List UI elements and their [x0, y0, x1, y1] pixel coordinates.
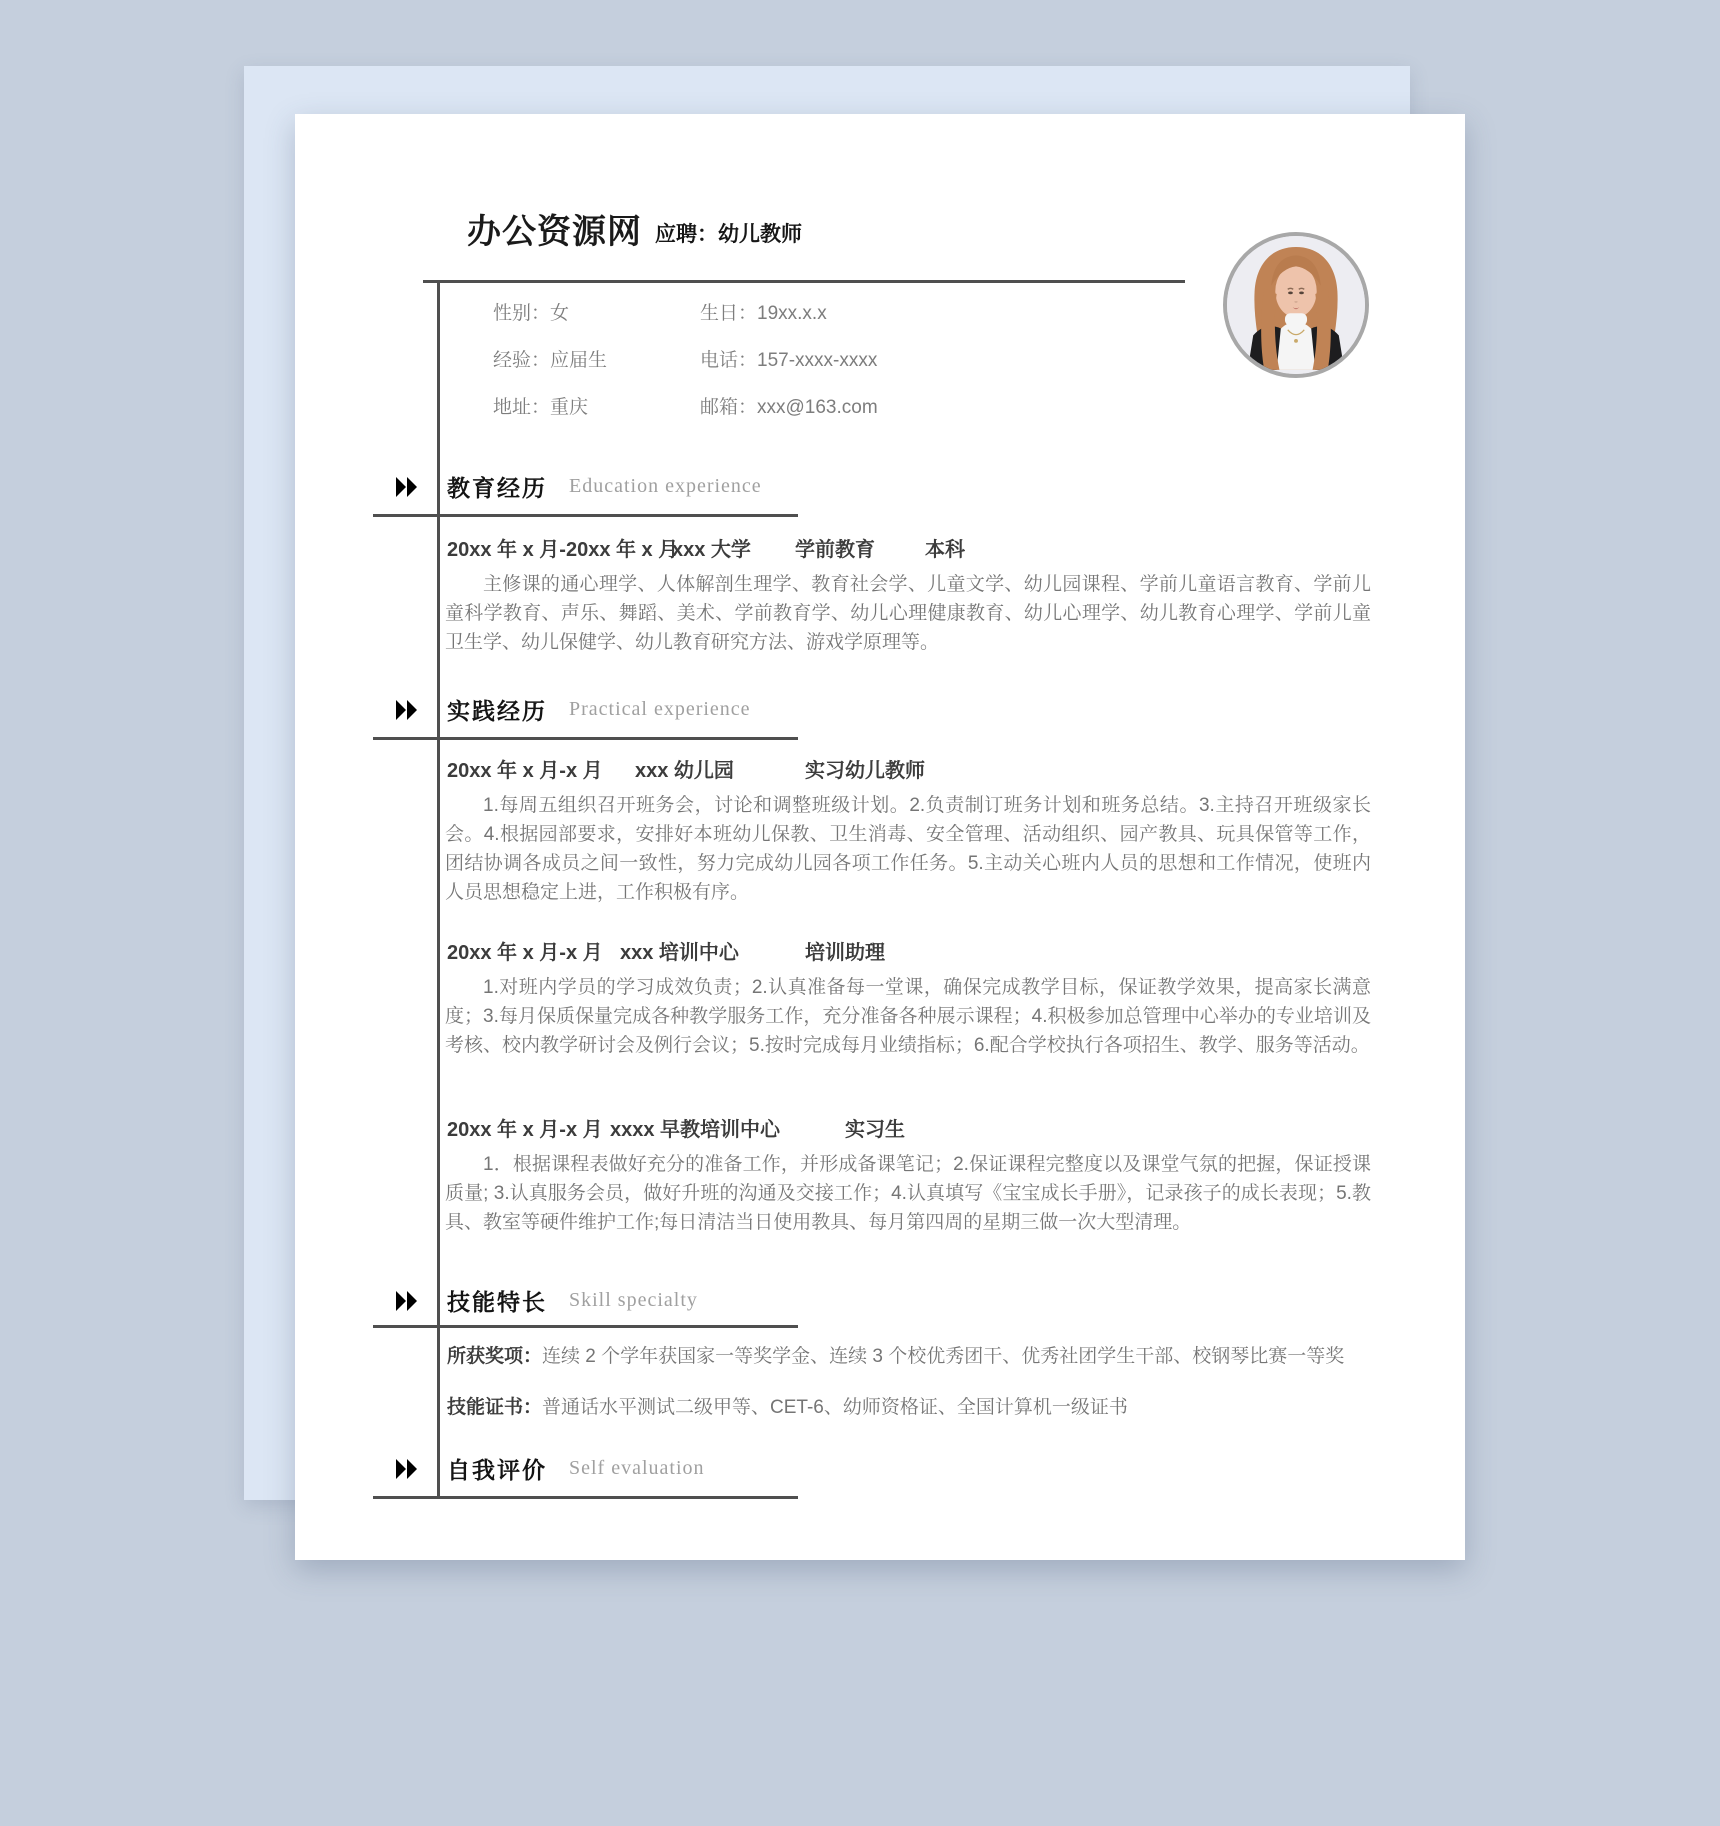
section-title-en: Skill specialty	[569, 1289, 698, 1311]
section-rule-education	[373, 514, 798, 517]
field-gender-value: 女	[550, 303, 570, 324]
field-phone	[700, 345, 877, 372]
section-header-skills	[396, 1284, 698, 1317]
field-birthday-value: 19xx.x.x	[757, 303, 827, 324]
field-experience	[493, 345, 607, 372]
practice-period: 20xx 年 x 月-x 月	[447, 942, 603, 964]
practice-org: xxx 培训中心	[620, 942, 739, 964]
education-description: 主修课的通心理学、人体解剖生理学、教育社会学、儿童文学、幼儿园课程、学前儿童语言教育、学前儿童科学教育、声乐、舞蹈、美术、学前教育学、幼儿心理健康教育、幼儿心理学、幼儿教育心理学、学前儿童卫生学、幼儿保健学、幼儿教育研究方法、游戏学原理等。	[445, 574, 1371, 653]
section-title-cn: 自我评价	[447, 1458, 547, 1483]
section-title-cn: 教育经历	[447, 476, 547, 501]
section-header-self-evaluation	[396, 1452, 705, 1485]
practice-role: 培训助理	[805, 942, 885, 964]
field-gender	[493, 298, 569, 325]
section-rule-practice	[373, 737, 798, 740]
education-school: xxx 大学	[672, 539, 751, 561]
field-phone-label: 电话：	[700, 350, 758, 371]
field-gender-label: 性别：	[493, 303, 551, 324]
section-title-cn: 技能特长	[447, 1290, 547, 1315]
field-email-label: 邮箱：	[700, 397, 758, 418]
field-address-value: 重庆	[550, 397, 589, 418]
awards-value: 连续 2 个学年获国家一等奖学金、连续 3 个校优秀团干、优秀社团学生干部、校钢琴比赛一等奖	[542, 1346, 1345, 1367]
section-rule-skills	[373, 1325, 798, 1328]
certificates-label: 技能证书：	[447, 1397, 543, 1418]
section-rule-self-evaluation	[373, 1496, 798, 1499]
field-address-label: 地址：	[493, 397, 551, 418]
site-title: 办公资源网	[467, 213, 642, 251]
fast-forward-icon	[396, 1459, 417, 1479]
info-box-top-rule	[423, 280, 1185, 283]
practice-description: 1．根据课程表做好充分的准备工作，并形成备课笔记；2.保证课程完整度以及课堂气氛的把握，保证授课质量; 3.认真服务会员，做好升班的沟通及交接工作；4.认真填写《宝宝成长手册》，记录孩子的成长表现；5.教具、教室等硬件维护工作;每日清洁当日使用教具、每月第四周的星期三做一次大型清理。	[445, 1154, 1371, 1233]
education-degree: 本科	[925, 539, 965, 561]
section-title-en: Practical experience	[569, 698, 751, 720]
field-phone-value: 157-xxxx-xxxx	[757, 350, 878, 371]
field-email-value: xxx@163.com	[757, 397, 878, 418]
practice-role: 实习生	[845, 1119, 905, 1141]
field-birthday	[700, 298, 827, 325]
education-major: 学前教育	[795, 539, 875, 561]
awards-line	[447, 1344, 1373, 1370]
resume-page	[295, 114, 1465, 1560]
section-title-en: Education experience	[569, 475, 762, 497]
section-header-practice	[396, 693, 751, 726]
field-address	[493, 392, 588, 419]
practice-role: 实习幼儿教师	[805, 760, 925, 782]
certificates-line	[447, 1395, 1373, 1421]
fast-forward-icon	[396, 477, 417, 497]
practice-description: 1.对班内学员的学习成效负责；2.认真准备每一堂课，确保完成教学目标，保证教学效果，提高家长满意度；3.每月保质保量完成各种教学服务工作，充分准备各种展示课程；4.积极参加总管理中心举办的专业培训及考核、校内教学研讨会及例行会议；5.按时完成每月业绩指标；6.配合学校执行各项招生、教学、服务等活动。	[445, 977, 1371, 1056]
awards-label: 所获奖项：	[447, 1346, 543, 1367]
section-header-education	[396, 470, 762, 503]
practice-period: 20xx 年 x 月-x 月	[447, 760, 603, 782]
fast-forward-icon	[396, 700, 417, 720]
field-experience-value: 应届生	[550, 350, 608, 371]
section-title-cn: 实践经历	[447, 699, 547, 724]
field-experience-label: 经验：	[493, 350, 551, 371]
portrait-illustration	[1227, 236, 1365, 374]
field-email	[700, 392, 878, 419]
certificates-value: 普通话水平测试二级甲等、CET-6、幼师资格证、全国计算机一级证书	[542, 1397, 1128, 1418]
practice-description: 1.每周五组织召开班务会，讨论和调整班级计划。2.负责制订班务计划和班务总结。3.主持召开班级家长会。4.根据园部要求，安排好本班幼儿保教、卫生消毒、安全管理、活动组织、园产教具、玩具保管等工作，团结协调各成员之间一致性，努力完成幼儿园各项工作任务。5.主动关心班内人员的思想和工作情况，使班内人员思想稳定上进，工作积极有序。	[445, 795, 1371, 903]
practice-period: 20xx 年 x 月-x 月	[447, 1119, 603, 1141]
applying-position: 应聘：幼儿教师	[655, 223, 802, 246]
practice-org: xxx 幼儿园	[635, 760, 734, 782]
field-birthday-label: 生日：	[700, 303, 758, 324]
profile-photo	[1223, 232, 1369, 378]
section-title-en: Self evaluation	[569, 1457, 705, 1479]
fast-forward-icon	[396, 1291, 417, 1311]
practice-org: xxxx 早教培训中心	[610, 1119, 781, 1141]
education-period: 20xx 年 x 月-20xx 年 x 月	[447, 539, 679, 561]
